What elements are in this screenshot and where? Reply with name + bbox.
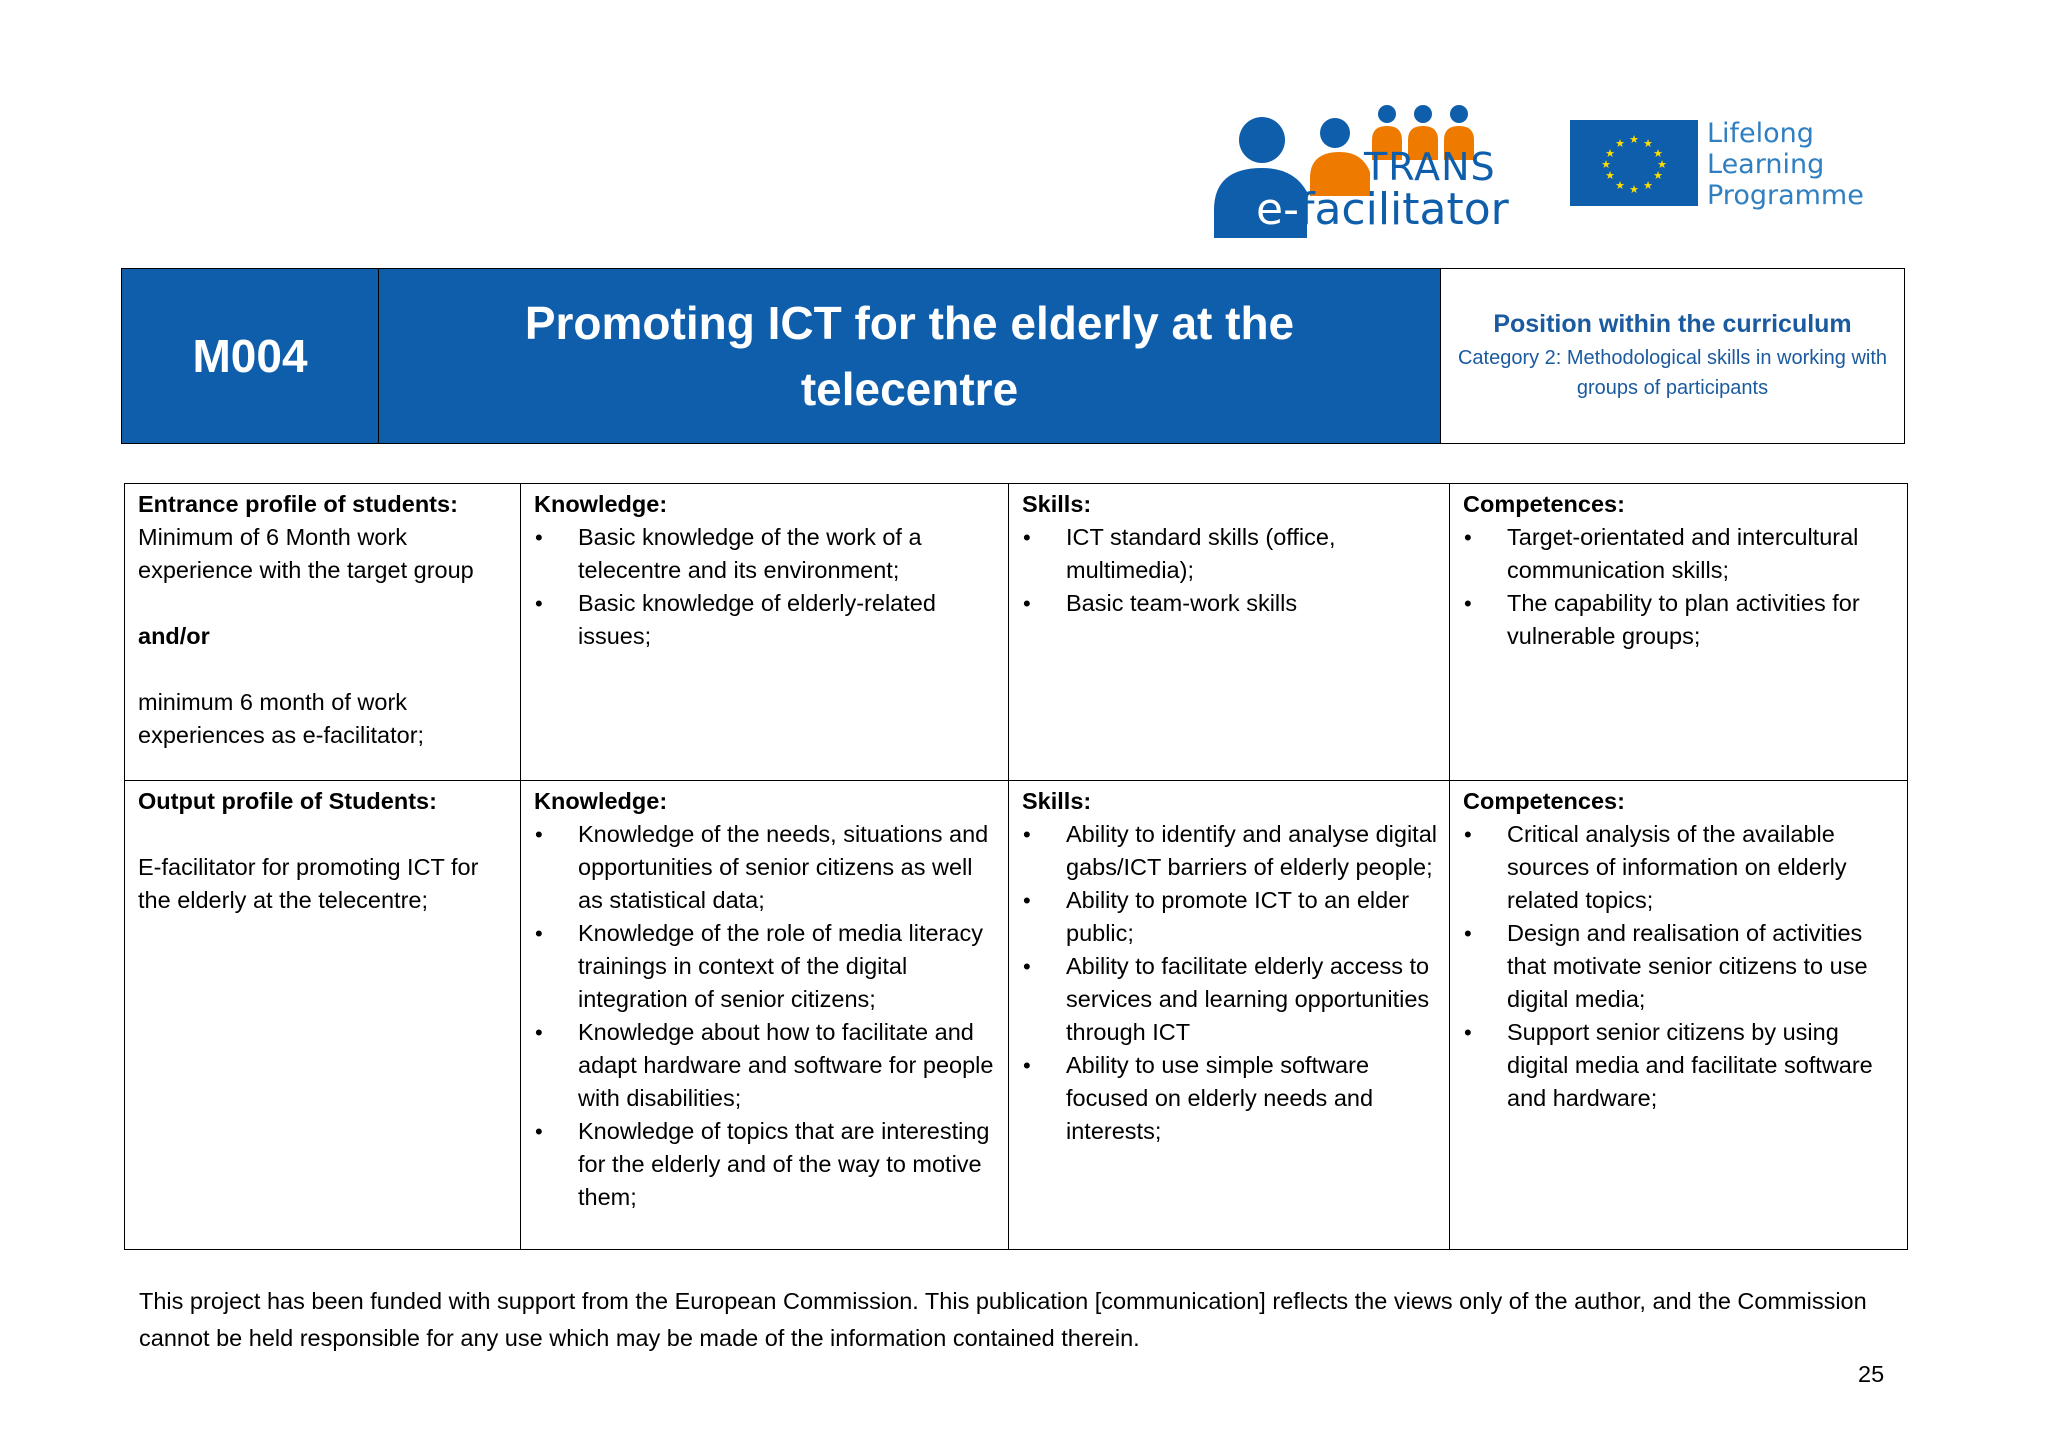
logo-word-efacilitator	[1256, 184, 1509, 235]
module-title: Promoting ICT for the elderly at the telecentre	[379, 269, 1441, 443]
competences-heading: Competences:	[1463, 491, 1625, 517]
eu-flag-icon	[1570, 120, 1698, 206]
list-item: • The capability to plan activities for vulnerable groups;	[1463, 587, 1895, 653]
funding-disclaimer: This project has been funded with support from the European Commission. This publication [communication] reflects the views only of the author, and the Commission cannot be held responsible for any use which may be made of the information contained therein.	[139, 1288, 1867, 1351]
logo-word-facilitator: facilitator	[1298, 184, 1509, 235]
bullet-icon: •	[1023, 1053, 1031, 1078]
knowledge-heading: Knowledge:	[534, 491, 668, 517]
svg-text:★: ★	[1605, 147, 1615, 160]
svg-text:★: ★	[1643, 137, 1653, 150]
bullet-icon: •	[535, 822, 543, 847]
list-item: • Knowledge of topics that are interesting for the elderly and of the way to motive them;	[534, 1115, 996, 1214]
skills-list	[1022, 818, 1437, 1148]
list-item: • Design and realisation of activities that motivate senior citizens to use digital media;	[1463, 917, 1895, 1016]
entrance-knowledge-cell	[521, 484, 1009, 781]
logo-word-trans: TRANS	[1364, 145, 1496, 189]
module-header	[121, 268, 1905, 444]
svg-text:★: ★	[1653, 169, 1663, 182]
output-competences-cell	[1450, 781, 1908, 1250]
bullet-icon: •	[535, 525, 543, 550]
skills-list	[1022, 521, 1437, 620]
bullet-icon: •	[1023, 888, 1031, 913]
list-item: • ICT standard skills (office, multimedia);	[1022, 521, 1437, 587]
bullet-icon: •	[1464, 822, 1472, 847]
bullet-icon: •	[1023, 525, 1031, 550]
position-description: Category 2: Methodological skills in working with groups of participants	[1457, 346, 1888, 399]
bullet-icon: •	[1023, 954, 1031, 979]
svg-text:★: ★	[1629, 133, 1639, 146]
bullet-icon: •	[1464, 591, 1472, 616]
list-item: • Knowledge of the role of media literacy trainings in context of the digital integration of senior citizens;	[534, 917, 996, 1016]
bullet-icon: •	[535, 921, 543, 946]
output-profile-cell	[125, 781, 521, 1250]
logo-word-e: e-	[1256, 184, 1299, 235]
llp-line: Programme	[1707, 180, 1864, 211]
bullet-icon: •	[1464, 525, 1472, 550]
bullet-icon: •	[1464, 1020, 1472, 1045]
svg-text:★: ★	[1615, 179, 1625, 192]
svg-text:★: ★	[1629, 183, 1639, 196]
output-profile-heading: Output profile of Students:	[138, 788, 437, 814]
bullet-icon: •	[1023, 822, 1031, 847]
list-item: • Knowledge of the needs, situations and opportunities of senior citizens as well as statistical data;	[534, 818, 996, 917]
competences-heading: Competences:	[1463, 788, 1625, 814]
llp-line: Learning	[1707, 149, 1825, 180]
list-item: • Basic team-work skills	[1022, 587, 1437, 620]
list-item: • Ability to identify and analyse digital gabs/ICT barriers of elderly people;	[1022, 818, 1437, 884]
entrance-profile-text-2: minimum 6 month of work experiences as e-facilitator;	[138, 689, 425, 748]
bullet-icon: •	[1464, 921, 1472, 946]
list-item: • Ability to promote ICT to an elder public;	[1022, 884, 1437, 950]
knowledge-list	[534, 521, 996, 653]
svg-text:★: ★	[1615, 137, 1625, 150]
skills-heading: Skills:	[1022, 788, 1092, 814]
list-item: • Basic knowledge of the work of a telecentre and its environment;	[534, 521, 996, 587]
knowledge-heading: Knowledge:	[534, 788, 668, 814]
bullet-icon: •	[1023, 591, 1031, 616]
output-profile-text: E-facilitator for promoting ICT for the elderly at the telecentre;	[138, 854, 479, 913]
bullet-icon: •	[535, 591, 543, 616]
competences-list	[1463, 521, 1895, 653]
svg-text:★: ★	[1605, 169, 1615, 182]
page-number: 25	[1858, 1361, 1885, 1387]
llp-text	[1707, 118, 1864, 211]
svg-text:★: ★	[1643, 179, 1653, 192]
entrance-skills-cell	[1009, 484, 1450, 781]
svg-text:★: ★	[1653, 147, 1663, 160]
curriculum-position	[1441, 269, 1904, 443]
llp-line: Lifelong	[1707, 118, 1814, 149]
svg-text:★: ★	[1657, 158, 1667, 171]
position-title: Position within the curriculum	[1493, 309, 1852, 338]
lifelong-learning-logo	[1570, 118, 1890, 218]
bullet-icon: •	[535, 1119, 543, 1144]
competences-list	[1463, 818, 1895, 1115]
list-item: • Basic knowledge of elderly-related issues;	[534, 587, 996, 653]
output-knowledge-cell	[521, 781, 1009, 1250]
list-item: • Ability to use simple software focused on elderly needs and interests;	[1022, 1049, 1437, 1148]
bullet-icon: •	[535, 1020, 543, 1045]
trans-efacilitator-logo	[1212, 100, 1509, 240]
skills-heading: Skills:	[1022, 491, 1092, 517]
list-item: • Target-orientated and intercultural communication skills;	[1463, 521, 1895, 587]
svg-text:★: ★	[1601, 158, 1611, 171]
profile-table	[124, 483, 1908, 1250]
table-row-output	[125, 781, 1908, 1250]
knowledge-list	[534, 818, 996, 1214]
entrance-profile-heading: Entrance profile of students:	[138, 491, 458, 517]
output-skills-cell	[1009, 781, 1450, 1250]
list-item: • Knowledge about how to facilitate and adapt hardware and software for people with disabilities;	[534, 1016, 996, 1115]
module-code: M004	[122, 269, 379, 443]
entrance-competences-cell	[1450, 484, 1908, 781]
entrance-profile-text: Minimum of 6 Month work experience with the target group	[138, 524, 474, 583]
entrance-profile-connector: and/or	[138, 623, 210, 649]
entrance-profile-cell	[125, 484, 521, 781]
list-item: • Critical analysis of the available sources of information on elderly related topics;	[1463, 818, 1895, 917]
table-row-entrance	[125, 484, 1908, 781]
list-item: • Support senior citizens by using digital media and facilitate software and hardware;	[1463, 1016, 1895, 1115]
list-item: • Ability to facilitate elderly access to services and learning opportunities through ICT	[1022, 950, 1437, 1049]
